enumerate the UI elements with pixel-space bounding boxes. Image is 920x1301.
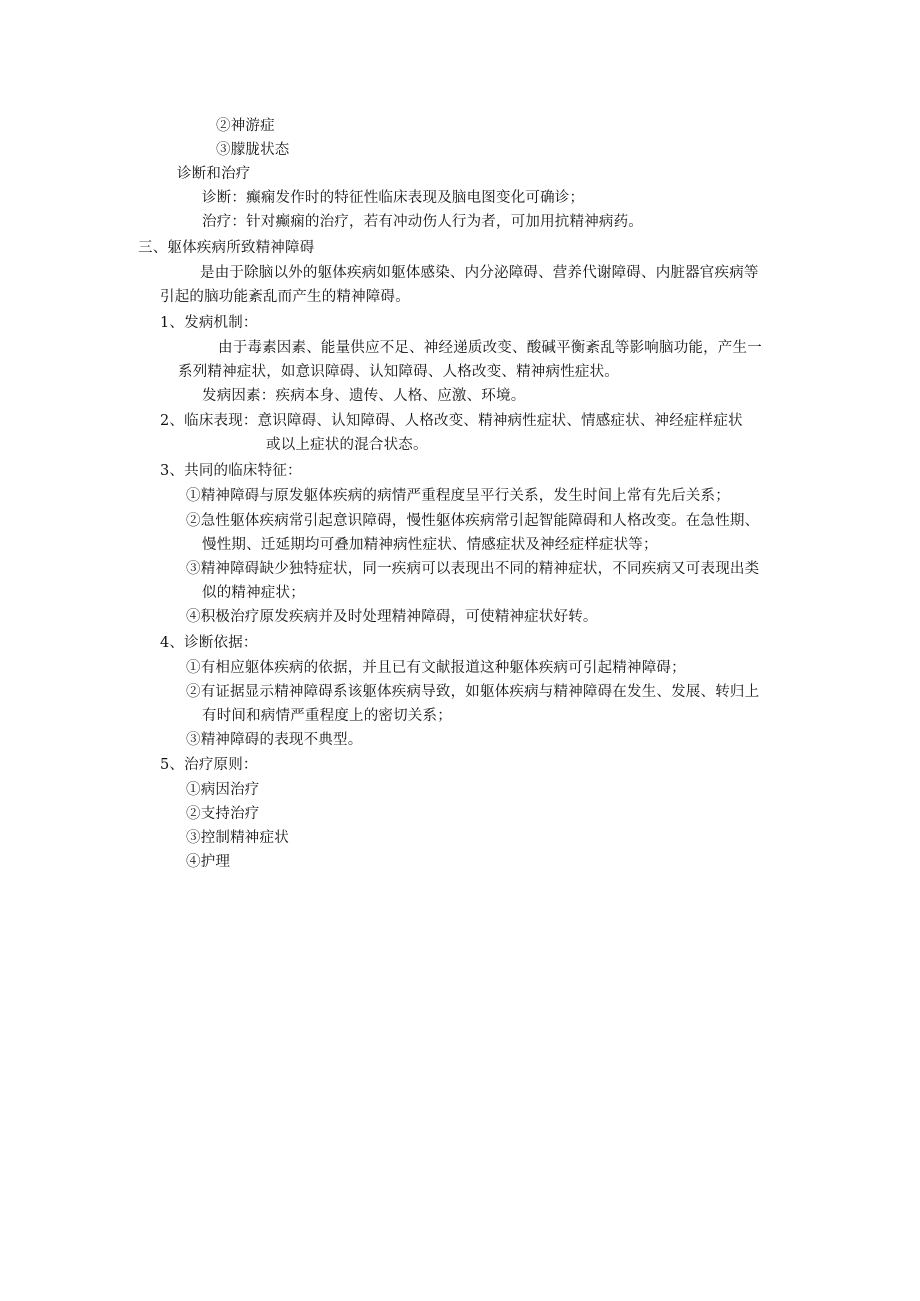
list-item-basis-3: ③精神障碍的表现不典型。 — [186, 732, 363, 748]
subheading-common-features: 3、共同的临床特征： — [160, 463, 302, 479]
paragraph-definition-line-1: 是由于除脑以外的躯体疾病如躯体感染、内分泌障碍、营养代谢障碍、内脏器官疾病等 — [200, 265, 759, 281]
paragraph-diagnosis: 诊断：癫痫发作时的特征性临床表现及脑电图变化可确诊； — [202, 190, 585, 206]
subheading-clinical-line-2: 或以上症状的混合状态。 — [266, 437, 428, 453]
list-item-principle-2: ②支持治疗 — [186, 806, 260, 822]
list-item-feature-2-line-1: ②急性躯体疾病常引起意识障碍，慢性躯体疾病常引起智能障碍和人格改变。在急性期、 — [186, 513, 760, 529]
paragraph-mechanism-line-2: 系列精神症状，如意识障碍、认知障碍、人格改变、精神病性症状。 — [178, 364, 619, 380]
paragraph-factors: 发病因素：疾病本身、遗传、人格、应激、环境。 — [202, 388, 526, 404]
subheading-treatment-principles: 5、治疗原则： — [160, 757, 258, 773]
list-item-basis-2-line-1: ②有证据显示精神障碍系该躯体疾病导致，如躯体疾病与精神障碍在发生、发展、转归上 — [186, 684, 760, 700]
list-item-feature-1: ①精神障碍与原发躯体疾病的病情严重程度呈平行关系，发生时间上常有先后关系； — [186, 488, 730, 504]
list-item-fugue: ②神游症 — [216, 118, 275, 134]
list-item-feature-3-line-1: ③精神障碍缺少独特症状，同一疾病可以表现出不同的精神症状，不同疾病又可表现出类 — [186, 561, 760, 577]
subheading-mechanism: 1、发病机制： — [160, 315, 258, 331]
list-item-twilight-state: ③朦胧状态 — [216, 142, 290, 158]
list-item-feature-2-line-2: 慢性期、迁延期均可叠加精神病性症状、情感症状及神经症样症状等； — [202, 537, 658, 553]
list-item-principle-4: ④护理 — [186, 854, 231, 870]
list-item-principle-3: ③控制精神症状 — [186, 830, 289, 846]
list-item-basis-1: ①有相应躯体疾病的依据，并且已有文献报道这种躯体疾病可引起精神障碍； — [186, 660, 686, 676]
list-item-feature-3-line-2: 似的精神症状； — [202, 585, 305, 601]
subheading-clinical-line-1: 2、临床表现：意识障碍、认知障碍、人格改变、精神病性症状、情感症状、神经症样症状 — [160, 413, 743, 429]
list-item-basis-2-line-2: 有时间和病情严重程度上的密切关系； — [202, 708, 452, 724]
list-item-feature-4: ④积极治疗原发疾病并及时处理精神障碍，可使精神症状好转。 — [186, 609, 598, 625]
list-item-principle-1: ①病因治疗 — [186, 782, 260, 798]
paragraph-mechanism-line-1: 由于毒素因素、能量供应不足、神经递质改变、酸碱平衡紊乱等影响脑功能，产生一 — [218, 340, 762, 356]
subheading-diagnostic-basis: 4、诊断依据： — [160, 635, 258, 651]
paragraph-treatment: 治疗：针对癫痫的治疗，若有冲动伤人行为者，可加用抗精神病药。 — [202, 214, 643, 230]
section-heading-3: 三、躯体疾病所致精神障碍 — [138, 240, 315, 256]
paragraph-definition-line-2: 引起的脑功能紊乱而产生的精神障碍。 — [160, 289, 410, 305]
subheading-diagnosis-treatment: 诊断和治疗 — [177, 166, 251, 182]
